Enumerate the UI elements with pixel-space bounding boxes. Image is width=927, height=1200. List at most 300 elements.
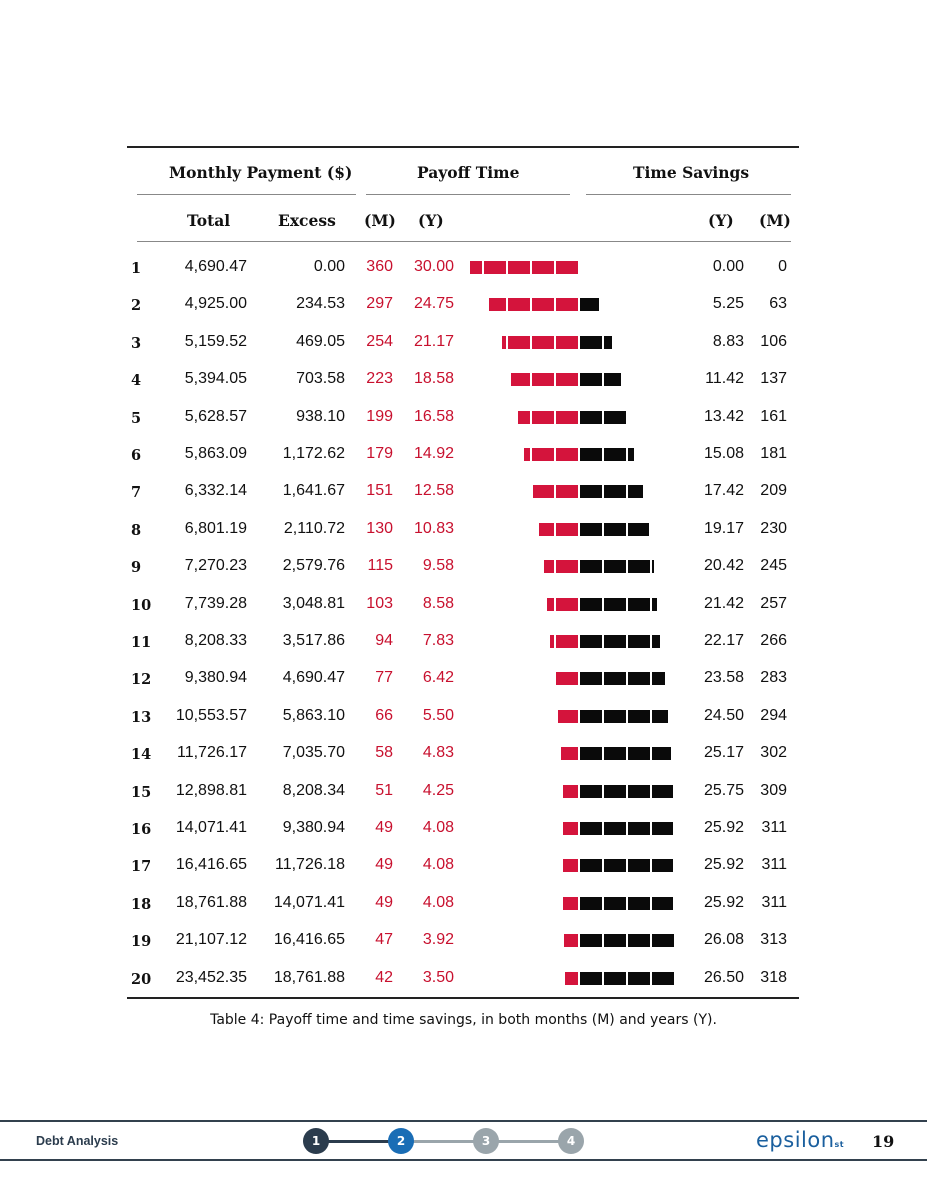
savings-bar-segment: [628, 598, 650, 611]
excess-payment: 9,380.94: [282, 819, 345, 836]
header-monthly-payment: Monthly Payment ($): [169, 163, 353, 182]
row-index: 16: [131, 821, 152, 838]
total-payment: 4,925.00: [184, 295, 247, 313]
step-2[interactable]: 2: [388, 1128, 414, 1154]
payoff-months: 254: [366, 332, 393, 350]
savings-bar-segment: [604, 672, 626, 685]
total-payment: 7,739.28: [184, 594, 247, 612]
table-row: [127, 364, 799, 394]
savings-bar-segment: [628, 897, 650, 910]
payoff-months: 49: [375, 893, 393, 911]
payoff-bar: [502, 336, 578, 349]
savings-bar-segment: [580, 972, 602, 985]
excess-payment: 5,863.10: [282, 706, 345, 724]
payoff-bar-segment: [556, 560, 578, 573]
savings-years: 20.42: [703, 557, 744, 575]
savings-years: 23.58: [703, 669, 744, 687]
row-index: 8: [131, 521, 142, 539]
payoff-years: 10.83: [413, 519, 454, 537]
savings-years: 24.50: [703, 706, 744, 724]
savings-bar-segment: [628, 560, 650, 573]
savings-months: 311: [761, 819, 787, 836]
footer-title: Debt Analysis: [36, 1134, 119, 1148]
total-payment: 4,690.47: [184, 258, 247, 275]
total-payment: 12,898.81: [175, 781, 247, 799]
savings-bar: [580, 598, 657, 611]
savings-bar-segment: [604, 448, 626, 461]
header-payoff-time: Payoff Time: [417, 163, 520, 182]
subheader-payoff-months: (M): [364, 211, 396, 230]
payoff-months: 223: [366, 370, 393, 388]
logo-text: epsilon: [756, 1128, 835, 1152]
payoff-months: 58: [375, 744, 393, 762]
row-index: 6: [131, 447, 142, 464]
payoff-bar-segment: [508, 261, 530, 274]
savings-years: 25.92: [703, 819, 744, 836]
payoff-years: 30.00: [413, 258, 454, 275]
savings-bar-segment: [604, 336, 612, 349]
table-row: [127, 551, 799, 581]
savings-bar-segment: [628, 747, 650, 760]
row-index: 20: [131, 970, 152, 988]
row-index: 3: [131, 334, 142, 352]
payoff-bar-segment: [508, 336, 530, 349]
table-row: [127, 252, 799, 282]
savings-months: 294: [760, 706, 787, 724]
savings-bar-segment: [580, 411, 602, 424]
payoff-months: 297: [366, 295, 393, 313]
payoff-months: 49: [375, 856, 393, 874]
savings-bar-segment: [604, 897, 626, 910]
savings-bar-segment: [652, 934, 674, 947]
payoff-bar-segment: [563, 897, 578, 910]
savings-bar-segment: [580, 560, 602, 573]
payoff-years: 4.83: [422, 744, 454, 762]
row-index: 9: [131, 559, 142, 577]
savings-bar: [580, 747, 671, 760]
subheader-rule: [137, 241, 791, 242]
row-index: 12: [131, 671, 152, 689]
savings-years: 5.25: [712, 295, 744, 313]
savings-bar: [580, 710, 668, 723]
payoff-months: 115: [367, 557, 393, 575]
savings-bar-segment: [652, 598, 657, 611]
total-payment: 11,726.17: [177, 744, 247, 762]
savings-bar-segment: [580, 635, 602, 648]
row-index: 11: [131, 634, 152, 651]
savings-bar: [580, 934, 674, 947]
step-3[interactable]: 3: [473, 1128, 499, 1154]
excess-payment: 3,048.81: [282, 594, 345, 612]
payoff-bar: [518, 411, 578, 424]
savings-bar-segment: [604, 972, 626, 985]
payoff-years: 3.50: [422, 968, 454, 986]
row-index: 2: [131, 297, 142, 315]
savings-years: 0.00: [712, 258, 744, 275]
savings-months: 209: [760, 482, 787, 500]
payoff-bar-segment: [556, 298, 578, 311]
payoff-bar-segment: [532, 298, 554, 311]
savings-bar: [580, 822, 673, 835]
savings-bar-segment: [604, 411, 626, 424]
row-index: 17: [131, 858, 152, 876]
total-payment: 5,394.05: [184, 370, 247, 388]
total-payment: 6,801.19: [184, 519, 247, 537]
savings-bar-segment: [580, 448, 602, 461]
payoff-months: 103: [366, 594, 393, 612]
excess-payment: 2,110.72: [283, 519, 345, 537]
savings-months: 257: [760, 594, 787, 612]
payoff-bar-segment: [565, 972, 578, 985]
savings-bar-segment: [604, 747, 626, 760]
savings-months: 318: [760, 968, 787, 986]
payoff-bar: [533, 485, 578, 498]
excess-payment: 0.00: [313, 258, 345, 275]
savings-years: 25.92: [703, 856, 744, 874]
total-payment: 7,270.23: [184, 557, 247, 575]
subheader-savings-months: (M): [759, 211, 791, 230]
payoff-years: 21.17: [413, 332, 454, 350]
bottom-rule: [127, 997, 799, 999]
table-row: [127, 963, 799, 993]
table-row: [127, 289, 799, 319]
total-payment: 18,761.88: [175, 893, 247, 911]
savings-months: 313: [760, 931, 787, 949]
payoff-bar-segment: [556, 336, 578, 349]
payoff-bar-segment: [556, 635, 578, 648]
savings-bar-segment: [628, 785, 650, 798]
footer-top-rule: [0, 1120, 927, 1122]
table-row: [127, 514, 799, 544]
payoff-bar: [470, 261, 578, 274]
savings-years: 25.75: [703, 781, 744, 799]
savings-bar-segment: [628, 859, 650, 872]
savings-bar-segment: [580, 485, 602, 498]
savings-bar-segment: [580, 747, 602, 760]
savings-bar-segment: [580, 672, 602, 685]
savings-bar: [580, 560, 654, 573]
savings-years: 21.42: [703, 594, 744, 612]
total-payment: 5,628.57: [184, 407, 247, 425]
table-row: [127, 738, 799, 768]
table-row: [127, 925, 799, 955]
payoff-years: 18.58: [413, 370, 454, 388]
table-caption: Table 4: Payoff time and time savings, in both months (M) and years (Y).: [210, 1012, 717, 1028]
payoff-bar-segment: [489, 298, 506, 311]
savings-bar: [580, 785, 673, 798]
savings-bar-segment: [604, 934, 626, 947]
savings-bar-segment: [652, 635, 660, 648]
excess-payment: 7,035.70: [282, 744, 345, 762]
savings-months: 0: [778, 258, 787, 275]
step-4[interactable]: 4: [558, 1128, 584, 1154]
savings-years: 22.17: [703, 632, 744, 649]
row-index: 18: [131, 895, 152, 913]
payoff-bar-segment: [539, 523, 554, 536]
payoff-bar-segment: [558, 710, 578, 723]
savings-bar-segment: [652, 822, 673, 835]
savings-bar: [580, 298, 599, 311]
savings-bar-segment: [580, 897, 602, 910]
payoff-bar-segment: [524, 448, 530, 461]
savings-bar-segment: [652, 972, 674, 985]
payoff-months: 49: [375, 819, 393, 836]
payoff-months: 94: [375, 632, 393, 649]
payoff-years: 16.58: [413, 407, 454, 425]
row-index: 19: [131, 933, 152, 951]
savings-bar: [580, 373, 621, 386]
header-time-savings: Time Savings: [633, 163, 750, 182]
savings-bar-segment: [628, 710, 650, 723]
savings-bar: [580, 635, 660, 648]
payoff-bar: [563, 785, 578, 798]
savings-bar-segment: [628, 672, 650, 685]
excess-payment: 16,416.65: [273, 931, 345, 949]
payoff-bar: [564, 934, 578, 947]
total-payment: 6,332.14: [184, 482, 247, 500]
subheader-excess: Excess: [278, 211, 336, 230]
savings-years: 26.08: [703, 931, 744, 949]
payoff-bar: [563, 859, 578, 872]
savings-bar-segment: [580, 523, 602, 536]
payoff-bar: [539, 523, 578, 536]
total-payment: 5,159.52: [184, 332, 247, 350]
savings-years: 25.92: [703, 893, 744, 911]
excess-payment: 18,761.88: [273, 968, 345, 986]
savings-years: 19.17: [703, 519, 744, 537]
excess-payment: 3,517.86: [282, 632, 345, 649]
excess-payment: 1,641.67: [282, 482, 345, 500]
footer-bottom-rule: [0, 1159, 927, 1161]
savings-bar-segment: [604, 485, 626, 498]
total-payment: 16,416.65: [175, 856, 247, 874]
payoff-bar-segment: [502, 336, 506, 349]
payoff-bar: [563, 897, 578, 910]
payoff-bar-segment: [563, 785, 578, 798]
savings-bar-segment: [580, 598, 602, 611]
payoff-bar-segment: [563, 859, 578, 872]
payoff-bar-segment: [532, 336, 554, 349]
savings-bar-segment: [628, 523, 649, 536]
savings-years: 17.42: [703, 482, 744, 500]
table-row: [127, 439, 799, 469]
payoff-bar-segment: [470, 261, 482, 274]
payoff-years: 4.08: [422, 819, 454, 836]
header-rule-payoff: [366, 194, 570, 195]
savings-bar-segment: [604, 785, 626, 798]
payoff-years: 9.58: [422, 557, 454, 575]
total-payment: 10,553.57: [175, 706, 247, 724]
payoff-bar: [489, 298, 578, 311]
savings-months: 283: [760, 669, 787, 687]
row-index: 15: [131, 783, 152, 801]
payoff-bar-segment: [556, 411, 578, 424]
table-row: [127, 850, 799, 880]
savings-bar-segment: [604, 560, 626, 573]
payoff-bar: [558, 710, 578, 723]
savings-bar-segment: [652, 859, 673, 872]
savings-years: 11.42: [705, 370, 744, 388]
row-index: 1: [131, 260, 142, 277]
payoff-bar-segment: [556, 523, 578, 536]
savings-bar-segment: [628, 822, 650, 835]
row-index: 14: [131, 746, 152, 764]
excess-payment: 703.58: [296, 370, 345, 388]
progress-stepper: [300, 1127, 600, 1157]
savings-bar: [580, 411, 628, 424]
savings-bar: [580, 972, 675, 985]
epsilon-logo: [756, 1128, 844, 1152]
savings-bar: [580, 859, 673, 872]
savings-bar-segment: [604, 822, 626, 835]
savings-months: 266: [760, 632, 787, 649]
payoff-months: 130: [366, 519, 393, 537]
savings-bar-segment: [628, 934, 650, 947]
payoff-months: 51: [375, 781, 393, 799]
payoff-bar: [544, 560, 578, 573]
total-payment: 5,863.09: [184, 445, 247, 462]
savings-bar-segment: [580, 785, 602, 798]
savings-months: 302: [760, 744, 787, 762]
savings-years: 25.17: [703, 744, 744, 762]
savings-months: 181: [760, 445, 787, 462]
payoff-bar-segment: [518, 411, 530, 424]
excess-payment: 469.05: [296, 332, 345, 350]
payoff-bar-segment: [556, 485, 578, 498]
savings-bar-segment: [628, 635, 650, 648]
payoff-years: 5.50: [422, 706, 454, 724]
payoff-bar-segment: [533, 485, 554, 498]
savings-bar-segment: [628, 485, 643, 498]
payoff-months: 199: [366, 407, 393, 425]
savings-bar-segment: [652, 710, 668, 723]
excess-payment: 14,071.41: [273, 893, 345, 911]
payoff-bar-segment: [532, 448, 554, 461]
savings-months: 161: [760, 407, 787, 425]
row-index: 10: [131, 596, 152, 614]
excess-payment: 4,690.47: [282, 669, 345, 687]
savings-bar: [580, 336, 612, 349]
payoff-years: 14.92: [413, 445, 454, 462]
savings-bar-segment: [580, 373, 602, 386]
excess-payment: 938.10: [296, 407, 345, 425]
payoff-bar-segment: [544, 560, 554, 573]
payoff-bar-segment: [532, 373, 554, 386]
table-row: [127, 589, 799, 619]
payoff-bar: [550, 635, 578, 648]
row-index: 13: [131, 708, 152, 726]
excess-payment: 2,579.76: [282, 557, 345, 575]
payoff-years: 6.42: [422, 669, 454, 687]
payoff-bar-segment: [532, 261, 554, 274]
payoff-bar-segment: [511, 373, 530, 386]
savings-months: 137: [760, 370, 787, 388]
payoff-months: 47: [375, 931, 393, 949]
step-1[interactable]: 1: [303, 1128, 329, 1154]
payoff-years: 4.08: [422, 893, 454, 911]
top-rule: [127, 146, 799, 148]
subheader-payoff-years: (Y): [418, 211, 444, 230]
savings-years: 26.50: [703, 968, 744, 986]
payoff-bar-segment: [561, 747, 578, 760]
total-payment: 9,380.94: [184, 669, 247, 687]
savings-years: 15.08: [703, 445, 744, 462]
table-row: [127, 776, 799, 806]
savings-bar-segment: [580, 710, 602, 723]
total-payment: 21,107.12: [175, 931, 247, 949]
subheader-total: Total: [187, 211, 231, 230]
savings-bar-segment: [652, 560, 654, 573]
payoff-bar: [547, 598, 578, 611]
payoff-bar-segment: [547, 598, 554, 611]
payoff-years: 12.58: [413, 482, 454, 500]
table-row: [127, 888, 799, 918]
payoff-bar-segment: [556, 598, 578, 611]
payoff-months: 42: [375, 968, 393, 986]
total-payment: 14,071.41: [175, 819, 247, 836]
savings-months: 311: [761, 856, 787, 874]
payoff-bar: [524, 448, 578, 461]
payoff-bar-segment: [550, 635, 554, 648]
savings-bar-segment: [580, 298, 599, 311]
savings-months: 230: [760, 519, 787, 537]
subheader-savings-years: (Y): [708, 211, 734, 230]
payoff-years: 24.75: [413, 295, 454, 313]
payoff-bar-segment: [556, 672, 578, 685]
excess-payment: 234.53: [296, 295, 345, 313]
savings-bar-segment: [628, 448, 634, 461]
payoff-bar: [565, 972, 578, 985]
header-rule-savings: [586, 194, 791, 195]
payoff-bar-segment: [564, 934, 578, 947]
payoff-bar: [511, 373, 578, 386]
payoff-bar-segment: [484, 261, 506, 274]
savings-bar: [580, 448, 634, 461]
savings-years: 8.83: [712, 332, 744, 350]
savings-months: 309: [760, 781, 787, 799]
payoff-bar: [563, 822, 578, 835]
table-row: [127, 701, 799, 731]
payoff-months: 66: [375, 706, 393, 724]
payoff-bar-segment: [563, 822, 578, 835]
savings-bar-segment: [580, 336, 602, 349]
payoff-bar: [555, 672, 578, 685]
payoff-months: 77: [375, 669, 393, 687]
payoff-months: 360: [366, 258, 393, 275]
savings-bar-segment: [628, 972, 650, 985]
savings-bar: [580, 672, 665, 685]
table-row: [127, 402, 799, 432]
savings-months: 63: [769, 295, 787, 313]
savings-bar-segment: [580, 822, 602, 835]
payoff-years: 8.58: [422, 594, 454, 612]
logo-subscript: st: [834, 1140, 845, 1149]
payoff-bar-segment: [556, 261, 578, 274]
savings-months: 106: [760, 332, 787, 350]
table-row: [127, 327, 799, 357]
payoff-bar-segment: [532, 411, 554, 424]
savings-bar: [580, 523, 649, 536]
payoff-bar-segment: [556, 373, 578, 386]
payoff-years: 4.08: [422, 856, 454, 874]
row-index: 4: [131, 372, 142, 390]
excess-payment: 1,172.62: [282, 445, 345, 462]
table-row: [127, 626, 799, 656]
payoff-bar-segment: [556, 448, 578, 461]
savings-bar-segment: [604, 859, 626, 872]
total-payment: 8,208.33: [184, 632, 247, 649]
savings-months: 311: [761, 893, 787, 911]
